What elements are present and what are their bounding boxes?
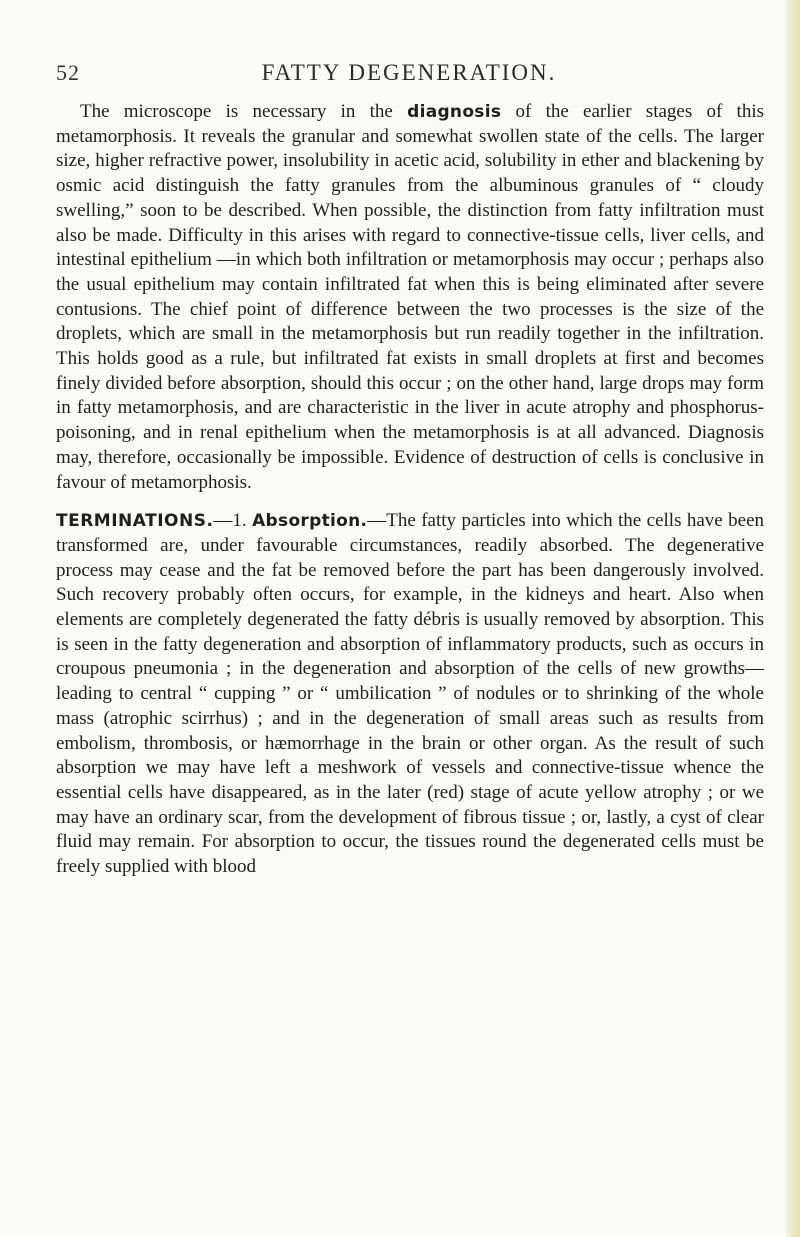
diagnosis-term: diagnosis xyxy=(407,102,502,122)
terminations-heading: TERMINATIONS. xyxy=(56,511,214,532)
terminations-number: —1. xyxy=(213,510,253,532)
running-title: FATTY DEGENERATION. xyxy=(261,60,557,85)
body-text xyxy=(56,100,764,880)
absorption-subheading: Absorption. xyxy=(252,511,368,532)
paragraph-diagnosis-text-2: of the earlier stages of this metamorphosis. It reveals the granular and somewhat swollen state of the cells. The larger size, higher refractive power, insolubility in acetic acid, solubility in ether and blackening by osmic acid distinguish the fatty granules from the albuminous granules of “ cloudy swelling,” soon to be described. When possible, the distinction from fatty infiltration must also be made. Difficulty in this arises with regard to connective-tissue cells, liver cells, and intestinal epithelium —in which both infiltration or metamorphosis may occur ; perhaps also the usual epithelium may contain infiltrated fat when this is being eliminated after severe contusions. The chief point of difference between the two processes is the size of the droplets, which are small in the metamorphosis but run readily together in the infiltration. This holds good as a rule, but infiltrated fat exists in small droplets at first and becomes finely divided before absorption, should this occur ; on the other hand, large drops may form in fatty metamorphosis, and are characteristic in the liver in acute atrophy and phosphorus-poisoning, and in renal epithelium when the metamorphosis is at all advanced. Diagnosis may, therefore, occasionally be impossible. Evidence of destruction of cells is conclusive in favour of metamorphosis. xyxy=(56,101,764,493)
paragraph-diagnosis-text-1: The microscope is necessary in the xyxy=(80,101,408,122)
paragraph-diagnosis xyxy=(56,100,764,495)
paragraph-terminations-text: —The fatty particles into which the cells have been transformed are, under favourable circumstances, readily absorbed. The degenerative process may cease and the fat be removed before the part has been dangerously involved. Such recovery probably often occurs, for example, in the kidneys and heart. Also when elements are completely degenerated the fatty débris is usually removed by absorption. This is seen in the fatty degeneration and absorption of inflammatory products, such as occurs in croupous pneumonia ; in the degeneration and absorption of the cells of new growths—leading to central “ cupping ” or “ umbilication ” of nodules or to shrinking of the whole mass (atrophic scirrhus) ; and in the degeneration of small areas such as results from embolism, thrombosis, or hæmorrhage in the brain or other organ. As the result of such absorption we may have left a meshwork of vessels and connective-tissue whence the essential cells have disappeared, as in the later (red) stage of acute yellow atrophy ; or we may have an ordinary scar, from the development of fibrous tissue ; or, lastly, a cyst of clear fluid may remain. For absorption to occur, the tissues round the degenerated cells must be freely supplied with blood xyxy=(56,510,765,878)
running-head xyxy=(56,60,762,100)
paragraph-terminations xyxy=(56,509,764,880)
page-edge xyxy=(786,0,800,1237)
page-number: 52 xyxy=(56,60,80,85)
